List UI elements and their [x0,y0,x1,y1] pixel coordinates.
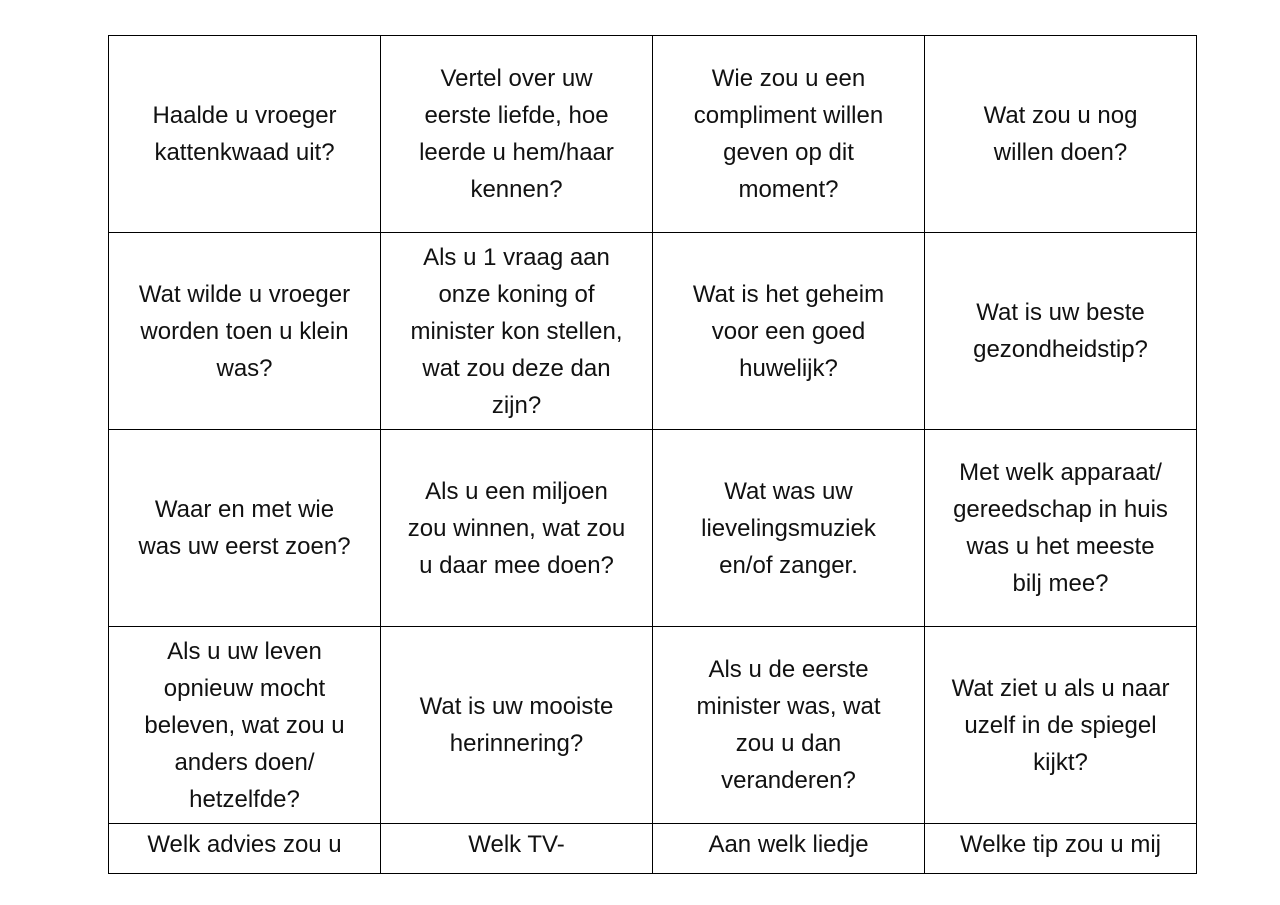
question-cell: Aan welk liedje [653,824,925,875]
question-cell: Met welk apparaat/ gereedschap in huis was u het meeste bilj mee? [925,430,1197,627]
question-cell: Wat zou u nog willen doen? [925,36,1197,233]
question-cell: Wat wilde u vroeger worden toen u klein was? [109,233,381,430]
question-cell: Wat was uw lievelingsmuziek en/of zanger. [653,430,925,627]
question-cell: Als u een miljoen zou winnen, wat zou u daar mee doen? [381,430,653,627]
question-cell: Welk TV- [381,824,653,875]
question-cell: Als u 1 vraag aan onze koning of minister kon stellen, wat zou deze dan zijn? [381,233,653,430]
question-cell: Vertel over uw eerste liefde, hoe leerde u hem/haar kennen? [381,36,653,233]
question-cell: Wie zou u een compliment willen geven op dit moment? [653,36,925,233]
question-cell: Welke tip zou u mij [925,824,1197,875]
table-row [109,824,1197,875]
question-cell: Als u de eerste minister was, wat zou u dan veranderen? [653,627,925,824]
table-row [109,36,1197,233]
question-cell: Wat is uw beste gezondheidstip? [925,233,1197,430]
question-cell: Wat is uw mooiste herinnering? [381,627,653,824]
question-cell: Welk advies zou u [109,824,381,875]
question-cell: Haalde u vroeger kattenkwaad uit? [109,36,381,233]
question-cell: Als u uw leven opnieuw mocht beleven, wat zou u anders doen/ hetzelfde? [109,627,381,824]
question-table [108,35,1197,874]
question-cell: Waar en met wie was uw eerst zoen? [109,430,381,627]
question-cell: Wat ziet u als u naar uzelf in de spiegel kijkt? [925,627,1197,824]
table-row [109,233,1197,430]
question-cell: Wat is het geheim voor een goed huwelijk? [653,233,925,430]
table-row [109,430,1197,627]
table-row [109,627,1197,824]
question-card-sheet [108,35,1197,874]
